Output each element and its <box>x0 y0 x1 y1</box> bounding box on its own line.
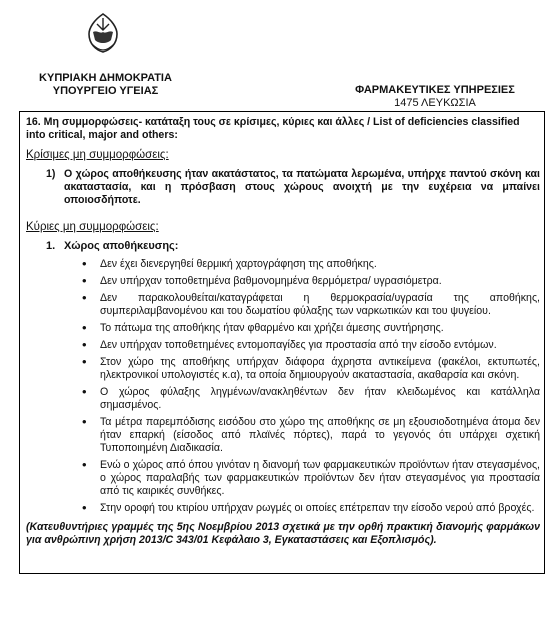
list-item <box>82 356 540 382</box>
coat-of-arms-emblem-icon <box>80 10 126 56</box>
list-item <box>82 386 540 412</box>
bullet-icon: • <box>82 320 87 335</box>
list-item-text: Στον χώρο της αποθήκης υπήρχαν διάφορα άχρηστα αντικείμενα (φακέλοι, εκτυπωτές, ηλεκτρονικοί υπολογιστές κ.α), τα οποία δημιουργούν ακαταστασία, ακαθαρσία και σκόνη. <box>100 356 540 381</box>
list-item <box>82 416 540 455</box>
list-item-text: Δεν έχει διενεργηθεί θερμική χαρτογράφηση της αποθήκης. <box>100 258 377 270</box>
bullet-icon: • <box>82 354 87 369</box>
list-item <box>82 275 540 288</box>
list-item-text: Στην οροφή του κτιρίου υπήρχαν ρωγμές οι οποίες επέτρεπαν την είσοδο νερού από βροχές. <box>100 502 535 514</box>
org-line-2: ΥΠΟΥΡΓΕΙΟ ΥΓΕΙΑΣ <box>52 85 159 97</box>
list-item-text: Ο χώρος φύλαξης ληγμένων/ανακληθέντων δεν ήταν κλειδωμένος και κατάλληλα σημασμένος. <box>100 386 540 411</box>
subheading-number: 1. <box>46 240 56 252</box>
ministry-name <box>38 72 173 98</box>
storage-subheading <box>46 240 540 253</box>
list-item-text: Το πάτωμα της αποθήκης ήταν φθαρμένο και χρήζει άμεσης συντήρησης. <box>100 322 444 334</box>
major-deficiency-list <box>26 258 540 515</box>
list-item <box>82 459 540 498</box>
department-name <box>345 84 525 110</box>
major-heading: Κύριες μη συμμορφώσεις: <box>26 221 159 233</box>
critical-item-number: 1) <box>46 168 56 180</box>
bullet-icon: • <box>82 337 87 352</box>
list-item-text: Δεν παρακολουθείται/καταγράφεται η θερμοκρασία/υγρασία της αποθήκης, συμπεριλαμβανομένου και του δωματίου φύλαξης των ναρκωτικών και του ψυγείου. <box>100 292 540 317</box>
section-title: 16. Μη συμμορφώσεις- κατάταξη τους σε κρίσιμες, κύριες και άλλες / List of deficiencies classified into critical, major and others: <box>26 116 520 141</box>
list-item <box>82 339 540 352</box>
subheading-title: Χώρος αποθήκευσης: <box>64 240 179 252</box>
list-item <box>82 322 540 335</box>
critical-item-text: Ο χώρος αποθήκευσης ήταν ακατάστατος, τα πατώματα λερωμένα, υπήρχε παντού σκόνη και ακαταστασία, και η πρόσβαση στους χώρους ανοιχτή με την ευχέρεια να μπαίνει οποιοσδήποτε. <box>64 168 540 206</box>
list-item-text: Δεν υπήρχαν τοποθετημένα βαθμονομημένα θερμόμετρα/ υγρασιόμετρα. <box>100 275 442 287</box>
guidelines-reference: (Κατευθυντήριες γραμμές της 5ης Νοεμβρίου 2013 σχετικά με την ορθή πρακτική διανομής φαρμάκων για ανθρώπινη χρήση 2013/C 343/01 Κεφάλαιο 3, Εγκαταστάσεις και Εξοπλισμός). <box>26 521 540 546</box>
department-line-2: 1475 ΛΕΥΚΩΣΙΑ <box>394 97 476 109</box>
bullet-icon: • <box>82 290 87 305</box>
list-item <box>82 292 540 318</box>
letterhead <box>0 0 560 110</box>
bullet-icon: • <box>82 457 87 472</box>
list-item <box>82 502 540 515</box>
list-item-text: Δεν υπήρχαν τοποθετημένες εντομοπαγίδες για προστασία από την είσοδο εντόμων. <box>100 339 497 351</box>
bullet-icon: • <box>82 384 87 399</box>
bullet-icon: • <box>82 273 87 288</box>
critical-heading: Κρίσιμες μη συμμορφώσεις: <box>26 149 169 161</box>
list-item-text: Ενώ ο χώρος από όπου γινόταν η διανομή των φαρμακευτικών προϊόντων ήταν στεγασμένος, ο χώρος παραλαβής των φαρμακευτικών προϊόντων δεν ήταν στεγασμένος για προστασία από τις καιρικές συνθήκες. <box>100 459 540 497</box>
department-line-1: ΦΑΡΜΑΚΕΥΤΙΚΕΣ ΥΠΗΡΕΣΙΕΣ <box>355 84 515 96</box>
bullet-icon: • <box>82 414 87 429</box>
org-line-1: ΚΥΠΡΙΑΚΗ ΔΗΜΟΚΡΑΤΙΑ <box>39 72 172 84</box>
bullet-icon: • <box>82 500 87 515</box>
list-item <box>82 258 540 271</box>
bullet-icon: • <box>82 256 87 271</box>
critical-item <box>46 168 540 207</box>
list-item-text: Τα μέτρα παρεμπόδισης εισόδου στο χώρο της αποθήκης σε μη εξουσιοδοτημένα άτομα δεν ήταν επαρκή (είσοδος από πλαϊνές πόρτες), παρά το γεγονός ότι υπάρχει σχετική Τυποποιημένη Διαδικασία. <box>100 416 540 454</box>
deficiencies-content <box>26 116 540 558</box>
